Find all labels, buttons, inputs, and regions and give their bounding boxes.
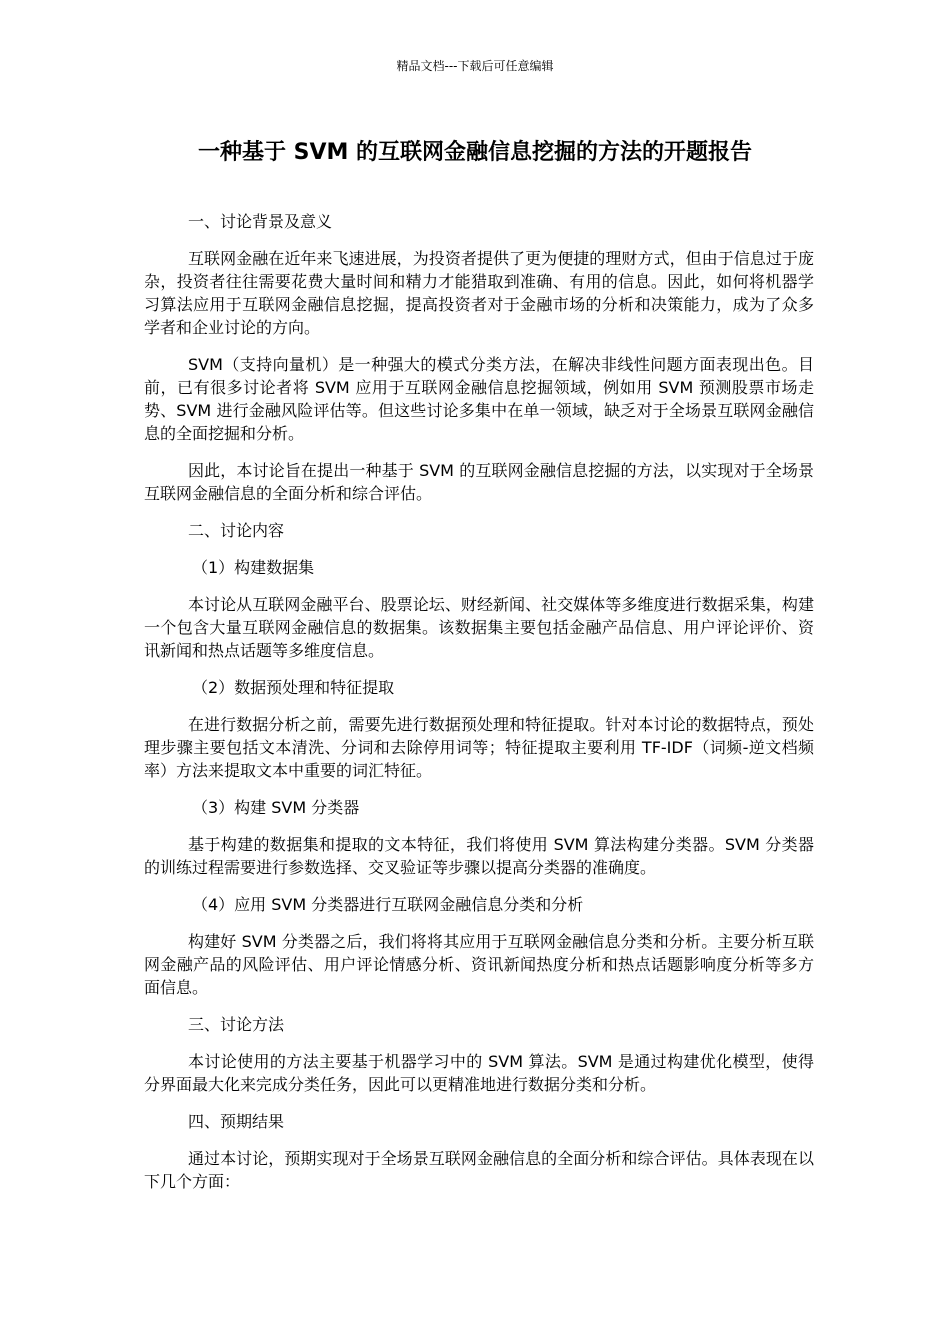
subsection-heading: （3）构建 SVM 分类器: [192, 798, 360, 817]
subsection-heading: （4）应用 SVM 分类器进行互联网金融信息分类和分析: [192, 895, 584, 914]
section-heading: 四、预期结果: [188, 1112, 285, 1131]
paragraph: 本讨论从互联网金融平台、股票论坛、财经新闻、社交媒体等多维度进行数据采集，构建一个包含大量互联网金融信息的数据集。该数据集主要包括金融产品信息、用户评论评价、资讯新闻和热点话题等多维度信息。: [144, 595, 814, 660]
section-heading: 三、讨论方法: [188, 1015, 285, 1034]
document-body: [144, 210, 814, 1207]
paragraph: 基于构建的数据集和提取的文本特征，我们将使用 SVM 算法构建分类器。SVM 分类器的训练过程需要进行参数选择、交叉验证等步骤以提高分类器的准确度。: [144, 835, 814, 877]
paragraph: 在进行数据分析之前，需要先进行数据预处理和特征提取。针对本讨论的数据特点，预处理步骤主要包括文本清洗、分词和去除停用词等；特征提取主要利用 TF-IDF（词频-逆文档频率）方法来提取文本中重要的词汇特征。: [144, 715, 814, 780]
paragraph: 本讨论使用的方法主要基于机器学习中的 SVM 算法。SVM 是通过构建优化模型，使得分界面最大化来完成分类任务，因此可以更精准地进行数据分类和分析。: [144, 1052, 814, 1094]
paragraph: 通过本讨论，预期实现对于全场景互联网金融信息的全面分析和综合评估。具体表现在以下几个方面：: [144, 1149, 814, 1191]
paragraph: 构建好 SVM 分类器之后，我们将将其应用于互联网金融信息分类和分析。主要分析互联网金融产品的风险评估、用户评论情感分析、资讯新闻热度分析和热点话题影响度分析等多方面信息。: [144, 932, 814, 997]
subsection-heading: （1）构建数据集: [192, 558, 315, 577]
section-heading: 一、讨论背景及意义: [188, 212, 333, 231]
subsection-heading: （2）数据预处理和特征提取: [192, 678, 395, 697]
document-title: 一种基于 SVM 的互联网金融信息挖掘的方法的开题报告: [197, 140, 753, 165]
paragraph: 互联网金融在近年来飞速进展，为投资者提供了更为便捷的理财方式，但由于信息过于庞杂，投资者往往需要花费大量时间和精力才能猎取到准确、有用的信息。因此，如何将机器学习算法应用于互联网金融信息挖掘，提高投资者对于金融市场的分析和决策能力，成为了众多学者和企业讨论的方向。: [144, 249, 814, 337]
page-header: 精品文档---下载后可任意编辑: [396, 59, 554, 73]
paragraph: 因此，本讨论旨在提出一种基于 SVM 的互联网金融信息挖掘的方法，以实现对于全场景互联网金融信息的全面分析和综合评估。: [144, 461, 814, 503]
paragraph: SVM（支持向量机）是一种强大的模式分类方法，在解决非线性问题方面表现出色。目前，已有很多讨论者将 SVM 应用于互联网金融信息挖掘领域，例如用 SVM 预测股票市场走势、SVM 进行金融风险评估等。但这些讨论多集中在单一领域，缺乏对于全场景互联网金融信息的全面挖掘和分析。: [144, 355, 814, 443]
section-heading: 二、讨论内容: [188, 521, 285, 540]
